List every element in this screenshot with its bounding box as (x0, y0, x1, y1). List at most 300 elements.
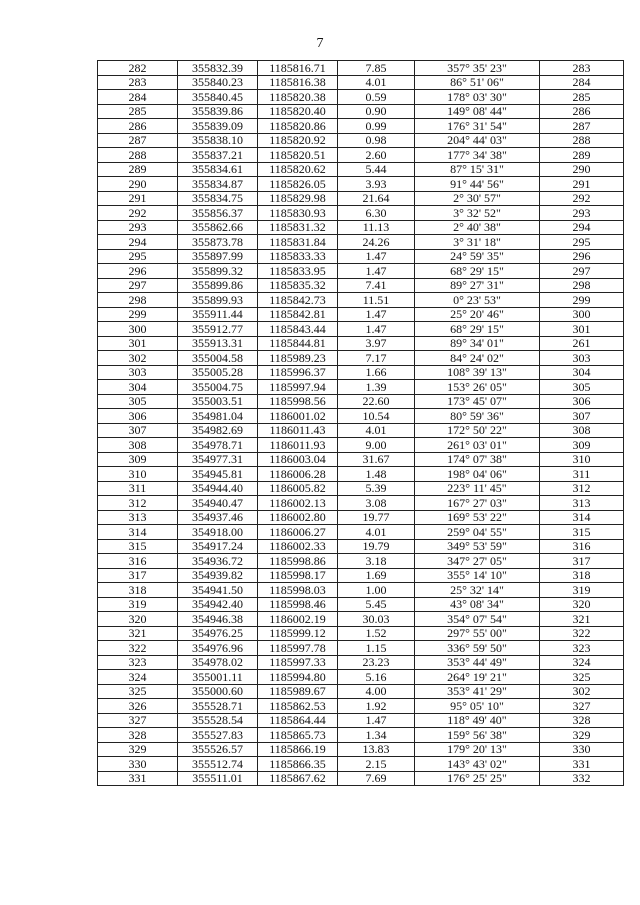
table-row (98, 394, 624, 409)
table-row (98, 583, 624, 598)
distance-cell: 1.00 (338, 583, 415, 598)
y-coordinate-cell: 1185843.44 (258, 322, 338, 337)
point-number-cell: 306 (98, 409, 178, 424)
point-number-cell: 318 (98, 583, 178, 598)
x-coordinate-cell: 355912.77 (178, 322, 258, 337)
distance-cell: 5.45 (338, 597, 415, 612)
direction-angle-cell: 68° 29' 15" (415, 322, 540, 337)
point-number-cell: 324 (98, 670, 178, 685)
next-point-number-cell: 310 (540, 452, 624, 467)
next-point-number-cell: 306 (540, 394, 624, 409)
direction-angle-cell: 108° 39' 13" (415, 365, 540, 380)
distance-cell: 5.39 (338, 481, 415, 496)
point-number-cell: 285 (98, 104, 178, 119)
table-row (98, 612, 624, 627)
table-row (98, 655, 624, 670)
x-coordinate-cell: 355000.60 (178, 684, 258, 699)
point-number-cell: 289 (98, 162, 178, 177)
y-coordinate-cell: 1185833.95 (258, 264, 338, 279)
y-coordinate-cell: 1185820.62 (258, 162, 338, 177)
y-coordinate-cell: 1185831.84 (258, 235, 338, 250)
y-coordinate-cell: 1185844.81 (258, 336, 338, 351)
distance-cell: 30.03 (338, 612, 415, 627)
table-row (98, 307, 624, 322)
table-row (98, 104, 624, 119)
x-coordinate-cell: 355528.54 (178, 713, 258, 728)
direction-angle-cell: 177° 34' 38" (415, 148, 540, 163)
next-point-number-cell: 287 (540, 119, 624, 134)
next-point-number-cell: 299 (540, 293, 624, 308)
direction-angle-cell: 174° 07' 38" (415, 452, 540, 467)
direction-angle-cell: 25° 32' 14" (415, 583, 540, 598)
table-row (98, 452, 624, 467)
next-point-number-cell: 303 (540, 351, 624, 366)
point-number-cell: 328 (98, 728, 178, 743)
distance-cell: 0.99 (338, 119, 415, 134)
y-coordinate-cell: 1185998.03 (258, 583, 338, 598)
x-coordinate-cell: 355838.10 (178, 133, 258, 148)
direction-angle-cell: 0° 23' 53" (415, 293, 540, 308)
direction-angle-cell: 80° 59' 36" (415, 409, 540, 424)
direction-angle-cell: 178° 03' 30" (415, 90, 540, 105)
table-row (98, 467, 624, 482)
x-coordinate-cell: 355834.75 (178, 191, 258, 206)
next-point-number-cell: 329 (540, 728, 624, 743)
table-row (98, 539, 624, 554)
x-coordinate-cell: 354946.38 (178, 612, 258, 627)
distance-cell: 19.79 (338, 539, 415, 554)
distance-cell: 1.92 (338, 699, 415, 714)
distance-cell: 5.44 (338, 162, 415, 177)
table-row (98, 264, 624, 279)
next-point-number-cell: 296 (540, 249, 624, 264)
point-number-cell: 295 (98, 249, 178, 264)
point-number-cell: 326 (98, 699, 178, 714)
next-point-number-cell: 284 (540, 75, 624, 90)
table-row (98, 670, 624, 685)
distance-cell: 4.01 (338, 423, 415, 438)
distance-cell: 3.97 (338, 336, 415, 351)
table-row (98, 278, 624, 293)
table-row (98, 554, 624, 569)
direction-angle-cell: 89° 34' 01" (415, 336, 540, 351)
distance-cell: 1.52 (338, 626, 415, 641)
y-coordinate-cell: 1185866.35 (258, 757, 338, 772)
distance-cell: 1.39 (338, 380, 415, 395)
distance-cell: 5.16 (338, 670, 415, 685)
x-coordinate-cell: 355834.61 (178, 162, 258, 177)
point-number-cell: 317 (98, 568, 178, 583)
next-point-number-cell: 313 (540, 496, 624, 511)
distance-cell: 1.47 (338, 322, 415, 337)
y-coordinate-cell: 1186003.04 (258, 452, 338, 467)
table-row (98, 322, 624, 337)
x-coordinate-cell: 355832.39 (178, 61, 258, 76)
table-row (98, 771, 624, 786)
direction-angle-cell: 143° 43' 02" (415, 757, 540, 772)
y-coordinate-cell: 1185997.33 (258, 655, 338, 670)
distance-cell: 2.60 (338, 148, 415, 163)
distance-cell: 24.26 (338, 235, 415, 250)
point-number-cell: 293 (98, 220, 178, 235)
distance-cell: 9.00 (338, 438, 415, 453)
y-coordinate-cell: 1185835.32 (258, 278, 338, 293)
x-coordinate-cell: 354977.31 (178, 452, 258, 467)
direction-angle-cell: 89° 27' 31" (415, 278, 540, 293)
point-number-cell: 283 (98, 75, 178, 90)
point-number-cell: 284 (98, 90, 178, 105)
table-row (98, 177, 624, 192)
next-point-number-cell: 330 (540, 742, 624, 757)
direction-angle-cell: 169° 53' 22" (415, 510, 540, 525)
table-row (98, 684, 624, 699)
next-point-number-cell: 318 (540, 568, 624, 583)
point-number-cell: 316 (98, 554, 178, 569)
next-point-number-cell: 301 (540, 322, 624, 337)
table-row (98, 496, 624, 511)
next-point-number-cell: 323 (540, 641, 624, 656)
x-coordinate-cell: 354976.96 (178, 641, 258, 656)
distance-cell: 1.47 (338, 713, 415, 728)
point-number-cell: 330 (98, 757, 178, 772)
direction-angle-cell: 173° 45' 07" (415, 394, 540, 409)
next-point-number-cell: 325 (540, 670, 624, 685)
direction-angle-cell: 297° 55' 00" (415, 626, 540, 641)
y-coordinate-cell: 1186002.33 (258, 539, 338, 554)
next-point-number-cell: 291 (540, 177, 624, 192)
table-row (98, 423, 624, 438)
table-row (98, 525, 624, 540)
point-number-cell: 287 (98, 133, 178, 148)
y-coordinate-cell: 1185820.38 (258, 90, 338, 105)
table-row (98, 90, 624, 105)
direction-angle-cell: 349° 53' 59" (415, 539, 540, 554)
x-coordinate-cell: 355839.86 (178, 104, 258, 119)
x-coordinate-cell: 354981.04 (178, 409, 258, 424)
point-number-cell: 301 (98, 336, 178, 351)
distance-cell: 19.77 (338, 510, 415, 525)
next-point-number-cell: 317 (540, 554, 624, 569)
x-coordinate-cell: 355899.93 (178, 293, 258, 308)
next-point-number-cell: 285 (540, 90, 624, 105)
distance-cell: 2.15 (338, 757, 415, 772)
y-coordinate-cell: 1185996.37 (258, 365, 338, 380)
table-row (98, 235, 624, 250)
distance-cell: 22.60 (338, 394, 415, 409)
x-coordinate-cell: 355873.78 (178, 235, 258, 250)
x-coordinate-cell: 354939.82 (178, 568, 258, 583)
point-number-cell: 331 (98, 771, 178, 786)
table-row (98, 351, 624, 366)
point-number-cell: 300 (98, 322, 178, 337)
direction-angle-cell: 172° 50' 22" (415, 423, 540, 438)
x-coordinate-cell: 355005.28 (178, 365, 258, 380)
distance-cell: 0.90 (338, 104, 415, 119)
direction-angle-cell: 353° 44' 49" (415, 655, 540, 670)
distance-cell: 4.01 (338, 75, 415, 90)
x-coordinate-cell: 355899.86 (178, 278, 258, 293)
direction-angle-cell: 3° 32' 52" (415, 206, 540, 221)
distance-cell: 6.30 (338, 206, 415, 221)
y-coordinate-cell: 1185997.78 (258, 641, 338, 656)
direction-angle-cell: 355° 14' 10" (415, 568, 540, 583)
x-coordinate-cell: 355856.37 (178, 206, 258, 221)
distance-cell: 11.13 (338, 220, 415, 235)
table-row (98, 365, 624, 380)
direction-angle-cell: 357° 35' 23" (415, 61, 540, 76)
next-point-number-cell: 298 (540, 278, 624, 293)
x-coordinate-cell: 355004.75 (178, 380, 258, 395)
distance-cell: 3.18 (338, 554, 415, 569)
y-coordinate-cell: 1185989.67 (258, 684, 338, 699)
x-coordinate-cell: 354941.50 (178, 583, 258, 598)
next-point-number-cell: 309 (540, 438, 624, 453)
x-coordinate-cell: 354937.46 (178, 510, 258, 525)
x-coordinate-cell: 355004.58 (178, 351, 258, 366)
next-point-number-cell: 305 (540, 380, 624, 395)
direction-angle-cell: 3° 31' 18" (415, 235, 540, 250)
y-coordinate-cell: 1186002.13 (258, 496, 338, 511)
point-number-cell: 297 (98, 278, 178, 293)
direction-angle-cell: 179° 20' 13" (415, 742, 540, 757)
next-point-number-cell: 307 (540, 409, 624, 424)
direction-angle-cell: 2° 30' 57" (415, 191, 540, 206)
x-coordinate-cell: 355899.32 (178, 264, 258, 279)
point-number-cell: 307 (98, 423, 178, 438)
direction-angle-cell: 2° 40' 38" (415, 220, 540, 235)
point-number-cell: 310 (98, 467, 178, 482)
x-coordinate-cell: 354945.81 (178, 467, 258, 482)
point-number-cell: 294 (98, 235, 178, 250)
direction-angle-cell: 87° 15' 31" (415, 162, 540, 177)
y-coordinate-cell: 1185831.32 (258, 220, 338, 235)
table-row (98, 336, 624, 351)
direction-angle-cell: 347° 27' 05" (415, 554, 540, 569)
y-coordinate-cell: 1186011.43 (258, 423, 338, 438)
table-row (98, 699, 624, 714)
next-point-number-cell: 322 (540, 626, 624, 641)
x-coordinate-cell: 354942.40 (178, 597, 258, 612)
direction-angle-cell: 118° 49' 40" (415, 713, 540, 728)
direction-angle-cell: 259° 04' 55" (415, 525, 540, 540)
distance-cell: 1.47 (338, 249, 415, 264)
distance-cell: 1.47 (338, 264, 415, 279)
direction-angle-cell: 176° 31' 54" (415, 119, 540, 134)
point-number-cell: 303 (98, 365, 178, 380)
page-number: 7 (316, 36, 324, 51)
y-coordinate-cell: 1185865.73 (258, 728, 338, 743)
x-coordinate-cell: 354982.69 (178, 423, 258, 438)
distance-cell: 3.93 (338, 177, 415, 192)
point-number-cell: 327 (98, 713, 178, 728)
point-number-cell: 311 (98, 481, 178, 496)
y-coordinate-cell: 1185820.51 (258, 148, 338, 163)
point-number-cell: 304 (98, 380, 178, 395)
x-coordinate-cell: 355003.51 (178, 394, 258, 409)
distance-cell: 13.83 (338, 742, 415, 757)
table-row (98, 380, 624, 395)
x-coordinate-cell: 355913.31 (178, 336, 258, 351)
table-row (98, 641, 624, 656)
distance-cell: 0.59 (338, 90, 415, 105)
y-coordinate-cell: 1186011.93 (258, 438, 338, 453)
y-coordinate-cell: 1185998.56 (258, 394, 338, 409)
direction-angle-cell: 261° 03' 01" (415, 438, 540, 453)
y-coordinate-cell: 1185820.40 (258, 104, 338, 119)
table-row (98, 438, 624, 453)
next-point-number-cell: 311 (540, 467, 624, 482)
point-number-cell: 299 (98, 307, 178, 322)
table-row (98, 133, 624, 148)
distance-cell: 4.01 (338, 525, 415, 540)
point-number-cell: 298 (98, 293, 178, 308)
point-number-cell: 308 (98, 438, 178, 453)
point-number-cell: 288 (98, 148, 178, 163)
distance-cell: 1.66 (338, 365, 415, 380)
table-row (98, 220, 624, 235)
table-row (98, 626, 624, 641)
direction-angle-cell: 68° 29' 15" (415, 264, 540, 279)
coordinates-table-body (98, 61, 624, 786)
point-number-cell: 282 (98, 61, 178, 76)
point-number-cell: 314 (98, 525, 178, 540)
table-row (98, 713, 624, 728)
coordinates-table (97, 60, 624, 786)
next-point-number-cell: 320 (540, 597, 624, 612)
y-coordinate-cell: 1185816.38 (258, 75, 338, 90)
y-coordinate-cell: 1186001.02 (258, 409, 338, 424)
distance-cell: 1.48 (338, 467, 415, 482)
table-row (98, 249, 624, 264)
direction-angle-cell: 43° 08' 34" (415, 597, 540, 612)
point-number-cell: 291 (98, 191, 178, 206)
direction-angle-cell: 353° 41' 29" (415, 684, 540, 699)
next-point-number-cell: 295 (540, 235, 624, 250)
point-number-cell: 321 (98, 626, 178, 641)
distance-cell: 21.64 (338, 191, 415, 206)
next-point-number-cell: 328 (540, 713, 624, 728)
y-coordinate-cell: 1185989.23 (258, 351, 338, 366)
y-coordinate-cell: 1185866.19 (258, 742, 338, 757)
point-number-cell: 322 (98, 641, 178, 656)
y-coordinate-cell: 1185998.17 (258, 568, 338, 583)
point-number-cell: 323 (98, 655, 178, 670)
x-coordinate-cell: 354936.72 (178, 554, 258, 569)
direction-angle-cell: 204° 44' 03" (415, 133, 540, 148)
y-coordinate-cell: 1185833.33 (258, 249, 338, 264)
next-point-number-cell: 288 (540, 133, 624, 148)
y-coordinate-cell: 1186005.82 (258, 481, 338, 496)
y-coordinate-cell: 1185829.98 (258, 191, 338, 206)
next-point-number-cell: 308 (540, 423, 624, 438)
direction-angle-cell: 153° 26' 05" (415, 380, 540, 395)
next-point-number-cell: 286 (540, 104, 624, 119)
point-number-cell: 305 (98, 394, 178, 409)
y-coordinate-cell: 1185826.05 (258, 177, 338, 192)
y-coordinate-cell: 1186006.28 (258, 467, 338, 482)
x-coordinate-cell: 354940.47 (178, 496, 258, 511)
x-coordinate-cell: 355512.74 (178, 757, 258, 772)
y-coordinate-cell: 1185867.62 (258, 771, 338, 786)
y-coordinate-cell: 1186002.19 (258, 612, 338, 627)
distance-cell: 0.98 (338, 133, 415, 148)
point-number-cell: 315 (98, 539, 178, 554)
direction-angle-cell: 159° 56' 38" (415, 728, 540, 743)
point-number-cell: 313 (98, 510, 178, 525)
x-coordinate-cell: 355001.11 (178, 670, 258, 685)
x-coordinate-cell: 355837.21 (178, 148, 258, 163)
table-row (98, 742, 624, 757)
y-coordinate-cell: 1185842.73 (258, 293, 338, 308)
table-row (98, 757, 624, 772)
y-coordinate-cell: 1185862.53 (258, 699, 338, 714)
next-point-number-cell: 319 (540, 583, 624, 598)
next-point-number-cell: 304 (540, 365, 624, 380)
next-point-number-cell: 302 (540, 684, 624, 699)
next-point-number-cell: 297 (540, 264, 624, 279)
next-point-number-cell: 261 (540, 336, 624, 351)
x-coordinate-cell: 354978.71 (178, 438, 258, 453)
point-number-cell: 325 (98, 684, 178, 699)
x-coordinate-cell: 354978.02 (178, 655, 258, 670)
distance-cell: 7.85 (338, 61, 415, 76)
distance-cell: 11.51 (338, 293, 415, 308)
direction-angle-cell: 264° 19' 21" (415, 670, 540, 685)
next-point-number-cell: 293 (540, 206, 624, 221)
point-number-cell: 292 (98, 206, 178, 221)
direction-angle-cell: 223° 11' 45" (415, 481, 540, 496)
direction-angle-cell: 354° 07' 54" (415, 612, 540, 627)
table-row (98, 148, 624, 163)
table-row (98, 510, 624, 525)
table-row (98, 481, 624, 496)
next-point-number-cell: 327 (540, 699, 624, 714)
point-number-cell: 312 (98, 496, 178, 511)
table-row (98, 568, 624, 583)
next-point-number-cell: 332 (540, 771, 624, 786)
distance-cell: 3.08 (338, 496, 415, 511)
distance-cell: 7.41 (338, 278, 415, 293)
direction-angle-cell: 91° 44' 56" (415, 177, 540, 192)
next-point-number-cell: 292 (540, 191, 624, 206)
table-row (98, 119, 624, 134)
point-number-cell: 329 (98, 742, 178, 757)
direction-angle-cell: 336° 59' 50" (415, 641, 540, 656)
table-row (98, 191, 624, 206)
direction-angle-cell: 25° 20' 46" (415, 307, 540, 322)
point-number-cell: 302 (98, 351, 178, 366)
y-coordinate-cell: 1185830.93 (258, 206, 338, 221)
direction-angle-cell: 24° 59' 35" (415, 249, 540, 264)
table-row (98, 75, 624, 90)
direction-angle-cell: 198° 04' 06" (415, 467, 540, 482)
y-coordinate-cell: 1185999.12 (258, 626, 338, 641)
distance-cell: 10.54 (338, 409, 415, 424)
next-point-number-cell: 324 (540, 655, 624, 670)
x-coordinate-cell: 355526.57 (178, 742, 258, 757)
next-point-number-cell: 312 (540, 481, 624, 496)
y-coordinate-cell: 1186002.80 (258, 510, 338, 525)
direction-angle-cell: 167° 27' 03" (415, 496, 540, 511)
x-coordinate-cell: 354917.24 (178, 539, 258, 554)
table-row (98, 728, 624, 743)
table-row (98, 597, 624, 612)
x-coordinate-cell: 355862.66 (178, 220, 258, 235)
point-number-cell: 320 (98, 612, 178, 627)
distance-cell: 1.15 (338, 641, 415, 656)
next-point-number-cell: 315 (540, 525, 624, 540)
x-coordinate-cell: 355528.71 (178, 699, 258, 714)
